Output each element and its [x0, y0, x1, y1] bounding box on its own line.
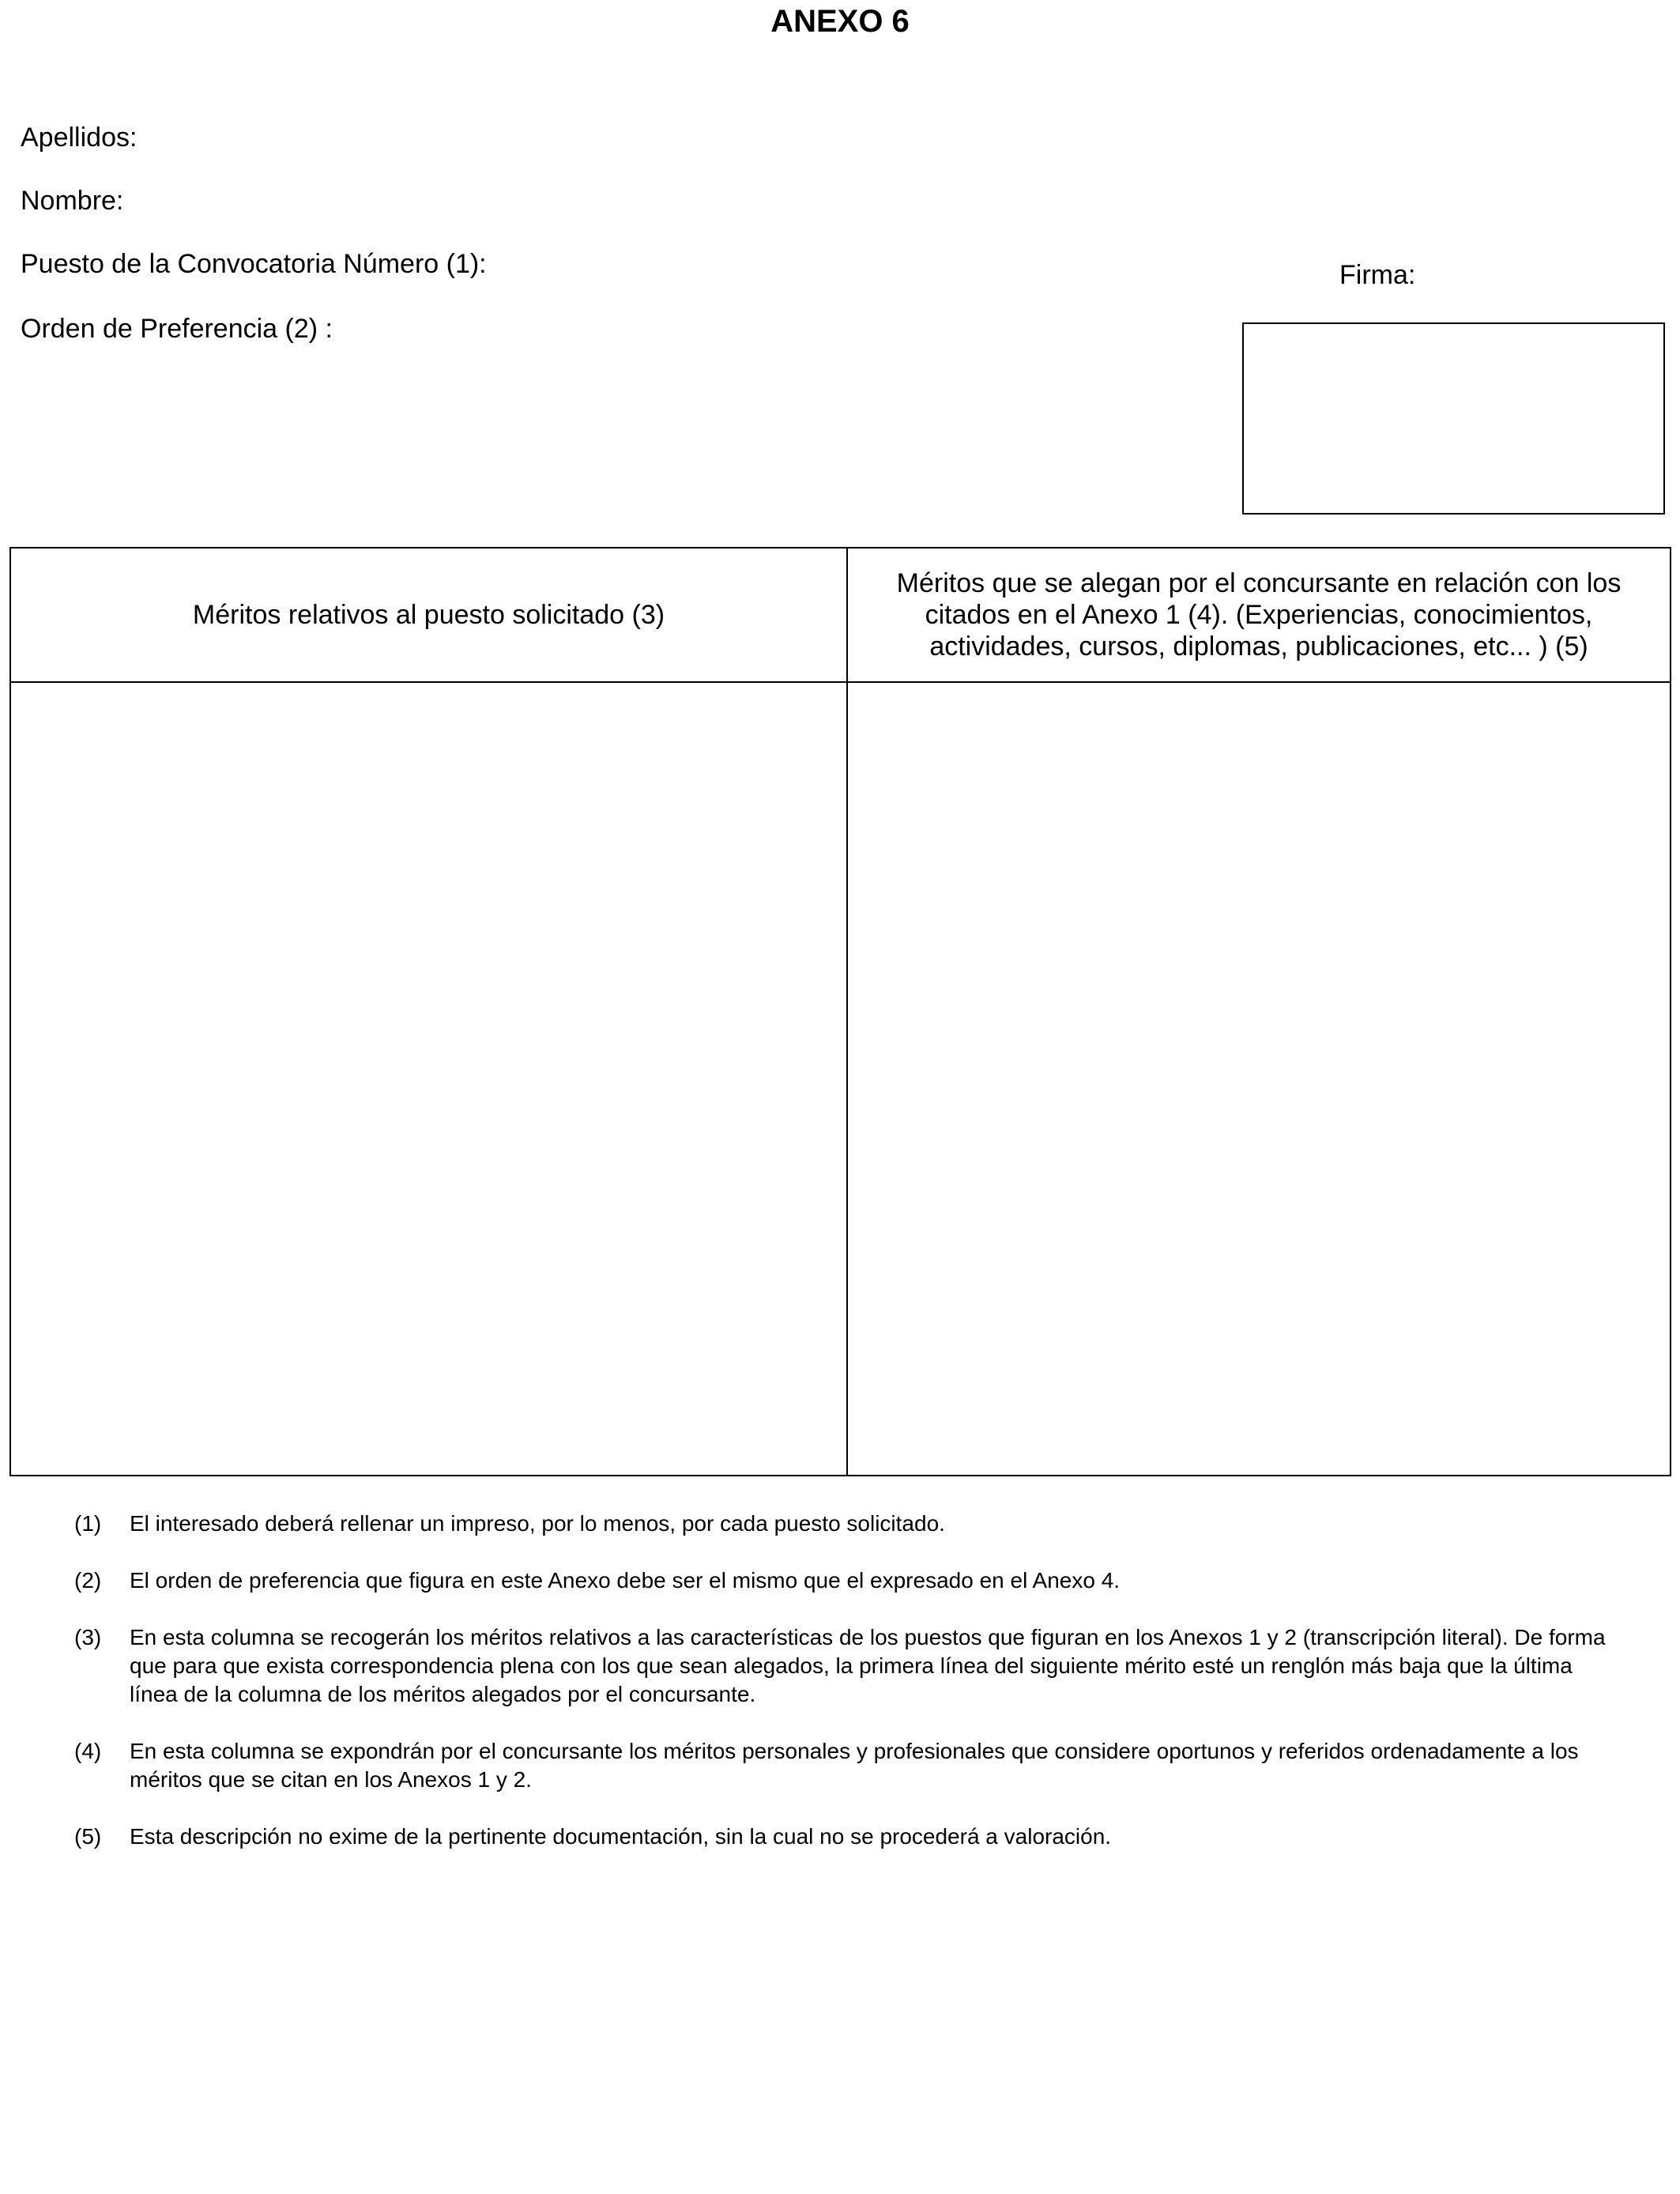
footnote-number: (3)	[74, 1625, 102, 1649]
footnote-number: (1)	[74, 1511, 102, 1536]
nombre-label: Nombre:	[21, 186, 124, 216]
header-cell-meritos-alegados: Méritos que se alegan por el concursante en relación con los citados en el Anexo 1 (4). (Experiencias, conocimientos, actividades, cursos, diplomas, publicaciones, etc... ) (5)	[896, 568, 1622, 662]
footnote	[74, 1566, 1623, 1595]
footnote-text: En esta columna se expondrán por el concursante los méritos personales y profesionales que considere oportunos y referidos ordenadamente a los méritos que se citan en los Anexos 1 y 2.	[130, 1739, 1579, 1792]
firma-box[interactable]	[1242, 322, 1665, 515]
footnotes	[74, 1510, 1623, 1879]
footnote-text: El orden de preferencia que figura en este Anexo debe ser el mismo que el expresado en el Anexo 4.	[130, 1568, 1121, 1593]
footnote-text: En esta columna se recogerán los méritos relativos a las características de los puestos que figuran en los Anexos 1 y 2 (transcripción literal). De forma que para que exista correspondencia plena con los que sean alegados, la primera línea del siguiente mérito esté un renglón más baja que la última línea de la columna de los méritos alegados por el concursante.	[130, 1625, 1606, 1706]
footnote-text: Esta descripción no exime de la pertinente documentación, sin la cual no se procederá a valoración.	[130, 1824, 1112, 1849]
footnote-number: (5)	[74, 1824, 102, 1849]
meritos-puesto-cell[interactable]	[11, 683, 846, 1475]
footnote-text: El interesado deberá rellenar un impreso, por lo menos, por cada puesto solicitado.	[130, 1511, 945, 1536]
puesto-label: Puesto de la Convocatoria Número (1):	[21, 249, 487, 279]
footnote-number: (4)	[74, 1739, 102, 1763]
footnote-number: (2)	[74, 1568, 102, 1593]
footnote	[74, 1823, 1623, 1851]
apellidos-label: Apellidos:	[21, 123, 137, 153]
footnote	[74, 1623, 1623, 1709]
page-title: ANEXO 6	[770, 4, 910, 39]
merits-table	[9, 547, 1671, 1476]
footnote	[74, 1737, 1623, 1794]
meritos-alegados-cell[interactable]	[848, 683, 1670, 1475]
footnote	[74, 1510, 1623, 1538]
firma-label: Firma:	[1339, 260, 1416, 290]
orden-preferencia-label: Orden de Preferencia (2) :	[21, 314, 333, 344]
header-cell-meritos-puesto: Méritos relativos al puesto solicitado (3)	[192, 600, 665, 630]
